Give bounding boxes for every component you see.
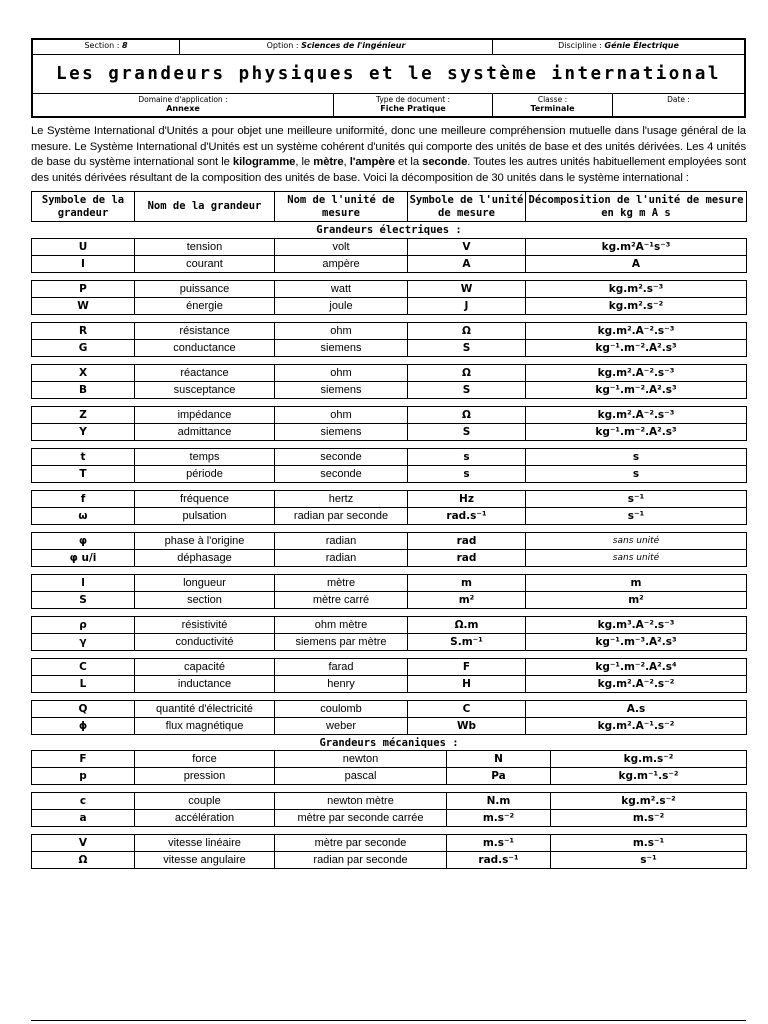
table-row — [32, 852, 747, 869]
group-spacer — [32, 441, 747, 449]
unit-symbol: H — [408, 676, 526, 693]
table-row — [32, 508, 747, 525]
units-table — [31, 191, 747, 735]
unit-name: ohm — [275, 407, 408, 424]
table-row — [32, 634, 747, 651]
unit-name: radian par seconde — [275, 508, 408, 525]
unit-decomposition: kg.m.s⁻² — [551, 751, 747, 768]
quantity-symbol: φ — [32, 533, 135, 550]
unit-decomposition: kg.m².A⁻².s⁻² — [526, 676, 747, 693]
unit-symbol: S — [408, 340, 526, 357]
quantity-name: longueur — [135, 575, 275, 592]
intro-kilogramme: kilogramme — [232, 156, 296, 169]
quantity-name: susceptance — [135, 382, 275, 399]
unit-decomposition: kg.m³.A⁻².s⁻³ — [526, 617, 747, 634]
section-title-electrical: Grandeurs électriques : — [316, 224, 462, 237]
quantity-name: fréquence — [135, 491, 275, 508]
quantity-name: accélération — [135, 810, 275, 827]
unit-symbol: m.s⁻¹ — [447, 835, 551, 852]
quantity-name: déphasage — [135, 550, 275, 567]
table-row — [32, 592, 747, 609]
type-cell — [334, 94, 493, 116]
unit-symbol: Pa — [447, 768, 551, 785]
unit-symbol: N.m — [447, 793, 551, 810]
unit-symbol: Ω — [408, 323, 526, 340]
unit-name: mètre — [275, 575, 408, 592]
quantity-name: admittance — [135, 424, 275, 441]
quantity-symbol: W — [32, 298, 135, 315]
classe-value: Terminale — [530, 104, 575, 113]
quantity-name: couple — [135, 793, 275, 810]
quantity-symbol: l — [32, 575, 135, 592]
discipline-value: Génie Électrique — [604, 41, 679, 50]
unit-symbol: s — [408, 449, 526, 466]
unit-decomposition: kg⁻¹.m⁻².A².s³ — [526, 340, 747, 357]
table-row — [32, 491, 747, 508]
unit-decomposition: m.s⁻² — [551, 810, 747, 827]
quantity-symbol: B — [32, 382, 135, 399]
unit-symbol: N — [447, 751, 551, 768]
unit-name: ohm — [275, 323, 408, 340]
unit-name: siemens — [275, 424, 408, 441]
unit-name: siemens — [275, 340, 408, 357]
unit-name: seconde — [275, 466, 408, 483]
table-row — [32, 424, 747, 441]
bottom-rule — [31, 1020, 746, 1021]
quantity-name: pression — [135, 768, 275, 785]
unit-name: ohm — [275, 365, 408, 382]
unit-decomposition: sans unité — [526, 533, 747, 550]
classe-label: Classe : — [537, 95, 568, 104]
quantity-name: temps — [135, 449, 275, 466]
table-row — [32, 533, 747, 550]
quantity-symbol: f — [32, 491, 135, 508]
quantity-name: courant — [135, 256, 275, 273]
table-row — [32, 751, 747, 768]
group-spacer — [32, 483, 747, 491]
domaine-cell — [33, 94, 334, 116]
table-row — [32, 659, 747, 676]
quantity-name: section — [135, 592, 275, 609]
header-decomposition: Décomposition de l'unité de mesure en kg m A s — [526, 192, 747, 222]
quantity-symbol: ρ — [32, 617, 135, 634]
table-row — [32, 256, 747, 273]
unit-symbol: rad — [408, 550, 526, 567]
intro-paragraph — [31, 124, 746, 186]
unit-symbol: s — [408, 466, 526, 483]
type-label: Type de document : — [375, 95, 451, 104]
unit-decomposition: A — [526, 256, 747, 273]
table-row — [32, 382, 747, 399]
unit-name: volt — [275, 239, 408, 256]
quantity-symbol: X — [32, 365, 135, 382]
unit-name: watt — [275, 281, 408, 298]
unit-symbol: W — [408, 281, 526, 298]
group-spacer — [32, 609, 747, 617]
quantity-symbol: L — [32, 676, 135, 693]
unit-name: radian — [275, 550, 408, 567]
date-cell — [613, 94, 744, 116]
quantity-symbol: F — [32, 751, 135, 768]
table-row — [32, 810, 747, 827]
table-row — [32, 323, 747, 340]
unit-name: newton — [275, 751, 447, 768]
unit-name: mètre carré — [275, 592, 408, 609]
group-spacer — [32, 651, 747, 659]
quantity-name: résistance — [135, 323, 275, 340]
unit-name: mètre par seconde carrée — [275, 810, 447, 827]
unit-decomposition: s — [526, 449, 747, 466]
table-row — [32, 239, 747, 256]
unit-name: radian par seconde — [275, 852, 447, 869]
intro-sep-2: , — [343, 156, 350, 169]
unit-decomposition: kg⁻¹.m⁻³.A².s³ — [526, 634, 747, 651]
table-row — [32, 550, 747, 567]
section-title-mechanical: Grandeurs mécaniques : — [319, 736, 459, 749]
quantity-name: inductance — [135, 676, 275, 693]
table-row — [32, 718, 747, 735]
unit-symbol: J — [408, 298, 526, 315]
header-symbole-grandeur: Symbole de la grandeur — [32, 192, 135, 222]
unit-name: pascal — [275, 768, 447, 785]
quantity-symbol: φ u/i — [32, 550, 135, 567]
unit-decomposition: kg.m².A⁻².s⁻³ — [526, 323, 747, 340]
quantity-name: phase à l'origine — [135, 533, 275, 550]
group-spacer — [32, 273, 747, 281]
unit-symbol: Ω.m — [408, 617, 526, 634]
quantity-symbol: Z — [32, 407, 135, 424]
unit-symbol: Ω — [408, 365, 526, 382]
section-label: Section : — [84, 41, 122, 50]
quantity-symbol: γ — [32, 634, 135, 651]
domaine-value: Annexe — [166, 104, 200, 113]
section-cell — [33, 40, 180, 54]
document-title: Les grandeurs physiques et le système international — [33, 55, 744, 94]
group-spacer — [32, 827, 747, 835]
mechanical-table — [31, 735, 747, 869]
quantity-name: flux magnétique — [135, 718, 275, 735]
intro-ampere: l'ampère — [349, 156, 395, 169]
unit-decomposition: kg.m².s⁻³ — [526, 281, 747, 298]
section-value: 8 — [121, 41, 128, 50]
unit-decomposition: kg⁻¹.m⁻².A².s⁴ — [526, 659, 747, 676]
quantity-symbol: T — [32, 466, 135, 483]
quantity-symbol: P — [32, 281, 135, 298]
intro-sep-3: et la — [394, 156, 423, 169]
quantity-symbol: Q — [32, 701, 135, 718]
intro-metre: mètre — [313, 156, 344, 169]
group-spacer — [32, 357, 747, 365]
unit-symbol: V — [408, 239, 526, 256]
unit-name: henry — [275, 676, 408, 693]
quantity-name: période — [135, 466, 275, 483]
table-row — [32, 281, 747, 298]
unit-name: seconde — [275, 449, 408, 466]
unit-decomposition: kg⁻¹.m⁻².A².s³ — [526, 424, 747, 441]
quantity-name: réactance — [135, 365, 275, 382]
quantity-symbol: V — [32, 835, 135, 852]
quantity-name: pulsation — [135, 508, 275, 525]
unit-decomposition: s⁻¹ — [551, 852, 747, 869]
table-row — [32, 793, 747, 810]
unit-name: weber — [275, 718, 408, 735]
document-header — [31, 38, 746, 118]
quantity-name: vitesse angulaire — [135, 852, 275, 869]
table-row — [32, 449, 747, 466]
date-label: Date : — [667, 95, 690, 104]
quantity-symbol: S — [32, 592, 135, 609]
unit-symbol: Ω — [408, 407, 526, 424]
discipline-cell — [493, 40, 744, 54]
header-nom-unite: Nom de l'unité de mesure — [275, 192, 408, 222]
table-row — [32, 701, 747, 718]
unit-decomposition: kg.m².s⁻² — [551, 793, 747, 810]
quantity-name: conductivité — [135, 634, 275, 651]
unit-decomposition: kg⁻¹.m⁻².A².s³ — [526, 382, 747, 399]
quantity-symbol: c — [32, 793, 135, 810]
unit-decomposition: kg.m².s⁻² — [526, 298, 747, 315]
unit-symbol: S.m⁻¹ — [408, 634, 526, 651]
group-spacer — [32, 315, 747, 323]
quantity-symbol: R — [32, 323, 135, 340]
unit-symbol: Wb — [408, 718, 526, 735]
unit-name: mètre par seconde — [275, 835, 447, 852]
unit-decomposition: s⁻¹ — [526, 491, 747, 508]
quantity-name: impédance — [135, 407, 275, 424]
unit-decomposition: s⁻¹ — [526, 508, 747, 525]
table-row — [32, 575, 747, 592]
quantity-symbol: Y — [32, 424, 135, 441]
unit-symbol: rad.s⁻¹ — [408, 508, 526, 525]
quantity-symbol: U — [32, 239, 135, 256]
unit-name: ohm mètre — [275, 617, 408, 634]
unit-symbol: Hz — [408, 491, 526, 508]
unit-symbol: rad — [408, 533, 526, 550]
group-spacer — [32, 399, 747, 407]
unit-name: newton mètre — [275, 793, 447, 810]
unit-decomposition: m.s⁻¹ — [551, 835, 747, 852]
unit-decomposition: kg.m².A⁻².s⁻³ — [526, 407, 747, 424]
classe-cell — [493, 94, 613, 116]
unit-symbol: F — [408, 659, 526, 676]
option-label: Option : — [266, 41, 302, 50]
unit-name: siemens — [275, 382, 408, 399]
domaine-label: Domaine d'application : — [138, 95, 228, 104]
quantity-symbol: I — [32, 256, 135, 273]
quantity-name: vitesse linéaire — [135, 835, 275, 852]
header-nom-grandeur: Nom de la grandeur — [135, 192, 275, 222]
discipline-label: Discipline : — [558, 41, 605, 50]
unit-decomposition: kg.m².A⁻¹.s⁻² — [526, 718, 747, 735]
intro-seconde: seconde — [422, 156, 468, 169]
unit-decomposition: m — [526, 575, 747, 592]
unit-decomposition: kg.m².A⁻².s⁻³ — [526, 365, 747, 382]
intro-sep-1: , le — [295, 156, 314, 169]
mechanical-section — [32, 735, 747, 869]
unit-name: joule — [275, 298, 408, 315]
header-symbole-unite: Symbole de l'unité de mesure — [408, 192, 526, 222]
quantity-name: énergie — [135, 298, 275, 315]
quantity-name: puissance — [135, 281, 275, 298]
unit-decomposition: m² — [526, 592, 747, 609]
table-header-row — [32, 192, 747, 222]
quantity-name: tension — [135, 239, 275, 256]
quantity-symbol: a — [32, 810, 135, 827]
unit-decomposition: s — [526, 466, 747, 483]
unit-name: siemens par mètre — [275, 634, 408, 651]
table-row — [32, 835, 747, 852]
unit-name: ampère — [275, 256, 408, 273]
quantity-name: conductance — [135, 340, 275, 357]
quantity-symbol: t — [32, 449, 135, 466]
group-spacer — [32, 693, 747, 701]
unit-name: radian — [275, 533, 408, 550]
group-spacer — [32, 525, 747, 533]
document-page — [31, 38, 746, 869]
unit-name: coulomb — [275, 701, 408, 718]
quantity-name: quantité d'électricité — [135, 701, 275, 718]
table-row — [32, 466, 747, 483]
unit-decomposition: kg.m⁻¹.s⁻² — [551, 768, 747, 785]
quantity-name: résistivité — [135, 617, 275, 634]
quantity-name: force — [135, 751, 275, 768]
table-row — [32, 768, 747, 785]
unit-symbol: m — [408, 575, 526, 592]
unit-decomposition: kg.m²A⁻¹s⁻³ — [526, 239, 747, 256]
table-row — [32, 407, 747, 424]
group-spacer — [32, 785, 747, 793]
unit-symbol: m.s⁻² — [447, 810, 551, 827]
unit-name: farad — [275, 659, 408, 676]
quantity-symbol: C — [32, 659, 135, 676]
unit-symbol: m² — [408, 592, 526, 609]
unit-decomposition: sans unité — [526, 550, 747, 567]
unit-symbol: C — [408, 701, 526, 718]
table-row — [32, 365, 747, 382]
unit-symbol: rad.s⁻¹ — [447, 852, 551, 869]
unit-decomposition: A.s — [526, 701, 747, 718]
quantity-symbol: ϕ — [32, 718, 135, 735]
table-row — [32, 340, 747, 357]
quantity-symbol: G — [32, 340, 135, 357]
table-row — [32, 617, 747, 634]
quantity-symbol: Ω — [32, 852, 135, 869]
option-cell — [180, 40, 493, 54]
quantity-symbol: ω — [32, 508, 135, 525]
unit-symbol: A — [408, 256, 526, 273]
unit-symbol: S — [408, 382, 526, 399]
unit-symbol: S — [408, 424, 526, 441]
type-value: Fiche Pratique — [380, 104, 446, 113]
quantity-name: capacité — [135, 659, 275, 676]
unit-name: hertz — [275, 491, 408, 508]
group-spacer — [32, 567, 747, 575]
electrical-section — [32, 222, 747, 735]
table-row — [32, 298, 747, 315]
table-row — [32, 676, 747, 693]
intro-text-2: . Toutes les autres unités habituellement employées sont des unités dérivées résultant de la composition des unités de base. Voici la décomposition de 30 unités dans le système international : — [31, 156, 746, 184]
intro-text-1: Le Système International d'Unités a pour objet une meilleure uniformité, donc une meilleure compréhension mutuelle dans l'usage général de la mesure. Le Système International d'Unités est un système cohérent d'unités qui comporte des unités de base et des unités dérivées. Les 4 unités de base du système international sont le — [31, 125, 746, 169]
quantity-symbol: p — [32, 768, 135, 785]
option-value: Sciences de l'ingénieur — [301, 41, 406, 50]
